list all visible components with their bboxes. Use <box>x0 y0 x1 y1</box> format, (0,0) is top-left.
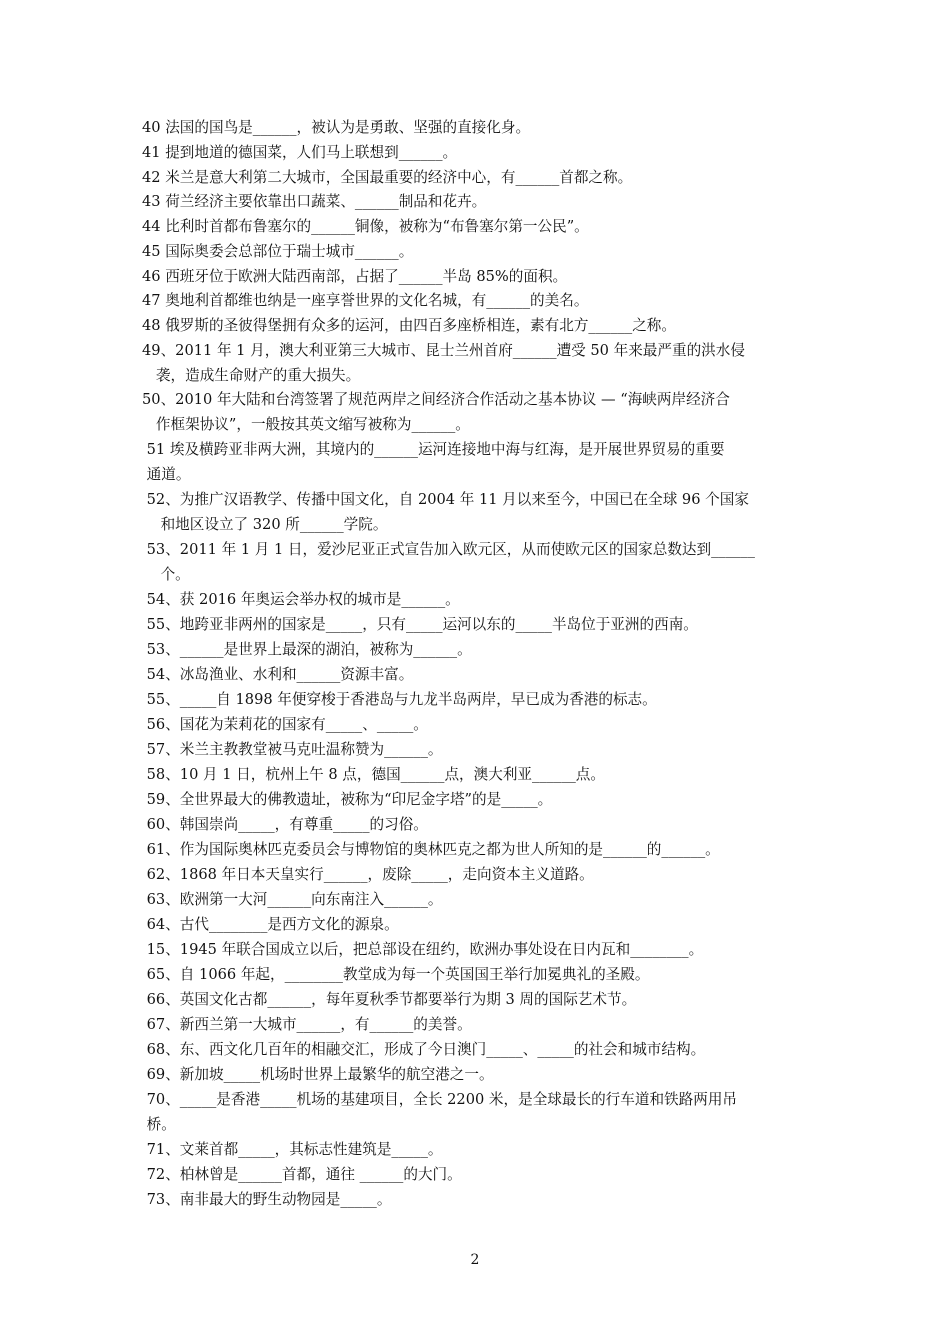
question-71: 71、文莱首都_____，其标志性建筑是_____。 <box>142 1141 443 1158</box>
question-58: 58、10 月 1 日，杭州上午 8 点，德国______点，澳大利亚______点。 <box>142 766 605 783</box>
question-41: 41 提到地道的德国菜，人们马上联想到______。 <box>142 144 458 161</box>
question-44: 44 比利时首都布鲁塞尔的______铜像，被称为“布鲁塞尔第一公民”。 <box>142 218 589 235</box>
question-54b: 54、冰岛渔业、水利和______资源丰富。 <box>142 666 414 683</box>
question-53a: 53、2011 年 1 月 1 日，爱沙尼亚正式宣告加入欧元区，从而使欧元区的国家总数达到______ 个。 <box>146 541 755 583</box>
question-49: 49、2011 年 1 月，澳大利亚第三大城市、昆士兰州首府______遭受 50 年来最严重的洪水侵 袭，造成生命财产的重大损失。 <box>142 342 745 384</box>
question-50: 50、2010 年大陆和台湾签署了规范两岸之间经济合作活动之基本协议 — “海峡两岸经济合 作框架协议”，一般按其英文缩写被称为______。 <box>142 391 730 433</box>
question-64: 64、古代________是西方文化的源泉。 <box>142 916 399 933</box>
question-46: 46 西班牙位于欧洲大陆西南部，占据了______半岛 85%的面积。 <box>142 268 568 285</box>
question-40: 40 法国的国鸟是______，被认为是勇敢、坚强的直接化身。 <box>142 119 531 136</box>
question-61: 61、作为国际奥林匹克委员会与博物馆的奥林匹克之都为世人所知的是______的______。 <box>142 841 720 858</box>
question-69: 69、新加坡_____机场时世界上最繁华的航空港之一。 <box>142 1066 494 1083</box>
question-66: 66、英国文化古都______，每年夏秋季节都要举行为期 3 周的国际艺术节。 <box>142 991 637 1008</box>
question-55b: 55、_____自 1898 年便穿梭于香港岛与九龙半岛两岸，早已成为香港的标志。 <box>142 691 657 708</box>
question-45: 45 国际奥委会总部位于瑞士城市______。 <box>142 243 414 260</box>
question-52: 52、为推广汉语教学、传播中国文化，自 2004 年 11 月以来至今，中国已在全球 96 个国家 和地区设立了 320 所______学院。 <box>146 491 749 533</box>
question-54a: 54、获 2016 年奥运会举办权的城市是______。 <box>142 591 460 608</box>
question-55a: 55、地跨亚非两州的国家是_____，只有_____运河以东的_____半岛位于亚洲的西南。 <box>142 616 698 633</box>
question-67: 67、新西兰第一大城市______，有______的美誉。 <box>142 1016 472 1033</box>
question-53b: 53、______是世界上最深的湖泊，被称为______。 <box>142 641 472 658</box>
question-43: 43 荷兰经济主要依靠出口蔬菜、______制品和花卉。 <box>142 193 487 210</box>
question-60: 60、韩国崇尚_____，有尊重_____的习俗。 <box>142 816 428 833</box>
question-62: 62、1868 年日本天皇实行______，废除_____，走向资本主义道路。 <box>142 866 594 883</box>
question-51: 51 埃及横跨亚非两大洲，其境内的______运河连接地中海与红海，是开展世界贸易的重要 通道。 <box>146 441 725 483</box>
question-63: 63、欧洲第一大河______向东南注入______。 <box>142 891 443 908</box>
question-42: 42 米兰是意大利第二大城市，全国最重要的经济中心，有______首都之称。 <box>142 169 633 186</box>
question-15: 15、1945 年联合国成立以后，把总部设在纽约，欧洲办事处设在日内瓦和________。 <box>142 941 704 958</box>
question-72: 72、柏林曾是______首都，通往 ______的大门。 <box>142 1166 462 1183</box>
question-48: 48 俄罗斯的圣彼得堡拥有众多的运河，由四百多座桥相连，素有北方______之称。 <box>142 317 676 334</box>
question-73: 73、南非最大的野生动物园是_____。 <box>142 1191 392 1208</box>
question-47: 47 奥地利首都维也纳是一座享誉世界的文化名城，有______的美名。 <box>142 292 589 309</box>
question-65: 65、自 1066 年起，________教堂成为每一个英国国王举行加冕典礼的圣殿。 <box>142 966 650 983</box>
page-number: 2 <box>470 1252 480 1268</box>
question-59: 59、全世界最大的佛教遗址，被称为“印尼金字塔”的是_____。 <box>142 791 553 808</box>
question-70: 70、_____是香港_____机场的基建项目，全长 2200 米，是全球最长的行车道和铁路两用吊 桥。 <box>146 1091 738 1133</box>
question-68: 68、东、西文化几百年的相融交汇，形成了今日澳门_____、_____的社会和城市结构。 <box>142 1041 706 1058</box>
question-56: 56、国花为茉莉花的国家有_____、_____。 <box>142 716 428 733</box>
question-57: 57、米兰主教教堂被马克吐温称赞为______。 <box>142 741 443 758</box>
